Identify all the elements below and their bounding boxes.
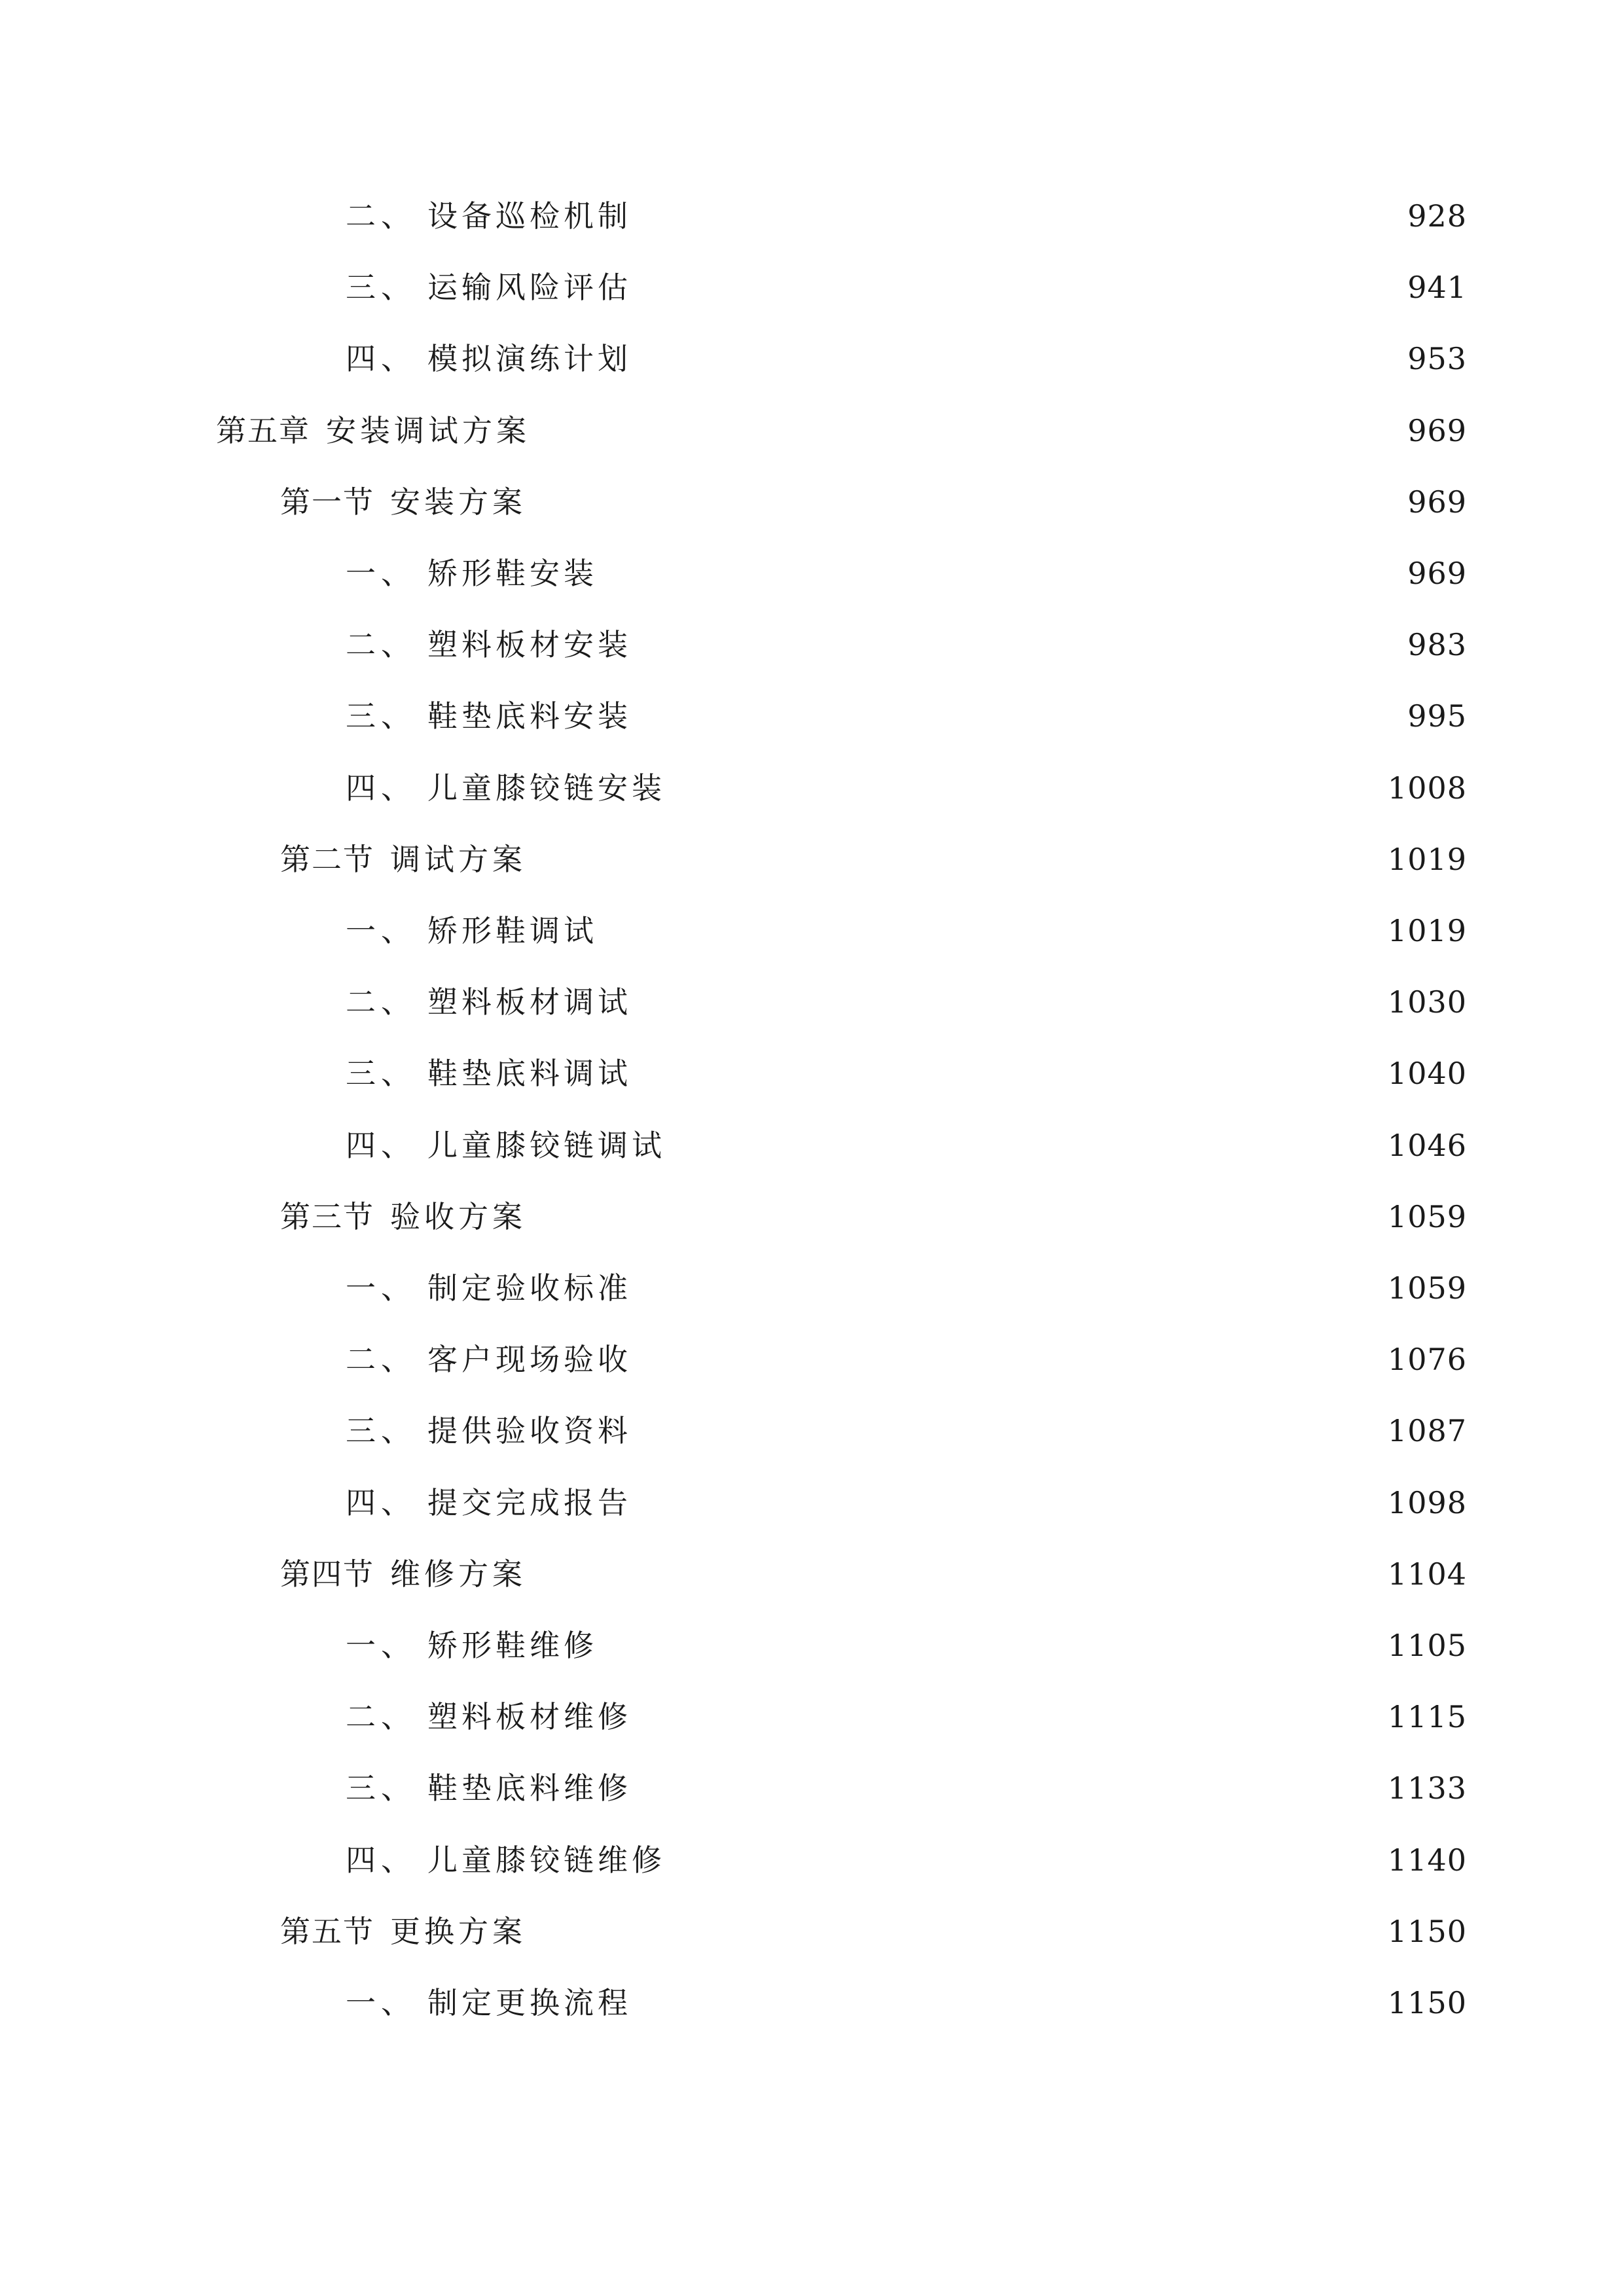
dot-leader — [640, 1773, 1379, 1803]
toc-entry-page-number: 1087 — [1387, 1413, 1467, 1448]
dot-leader — [640, 987, 1379, 1017]
dot-leader — [640, 201, 1398, 231]
toc-entry-number: 第一节 — [280, 484, 374, 520]
dot-leader — [605, 916, 1379, 946]
toc-entry-number: 二、 — [346, 1699, 416, 1734]
toc-entry-page-number: 1040 — [1387, 1056, 1467, 1091]
dot-leader — [538, 416, 1398, 446]
toc-entry-page-number: 1076 — [1387, 1342, 1467, 1377]
toc-entry-item — [346, 1824, 1467, 1896]
toc-entry-number: 三、 — [346, 1056, 416, 1091]
toc-entry-number: 第五章 — [216, 413, 310, 448]
toc-entry-number: 二、 — [346, 1342, 416, 1377]
toc-entry-page-number: 1030 — [1387, 984, 1467, 1020]
dot-leader — [640, 1344, 1379, 1374]
toc-entry-item — [346, 1323, 1467, 1395]
toc-entry-page-number: 1019 — [1387, 913, 1467, 948]
toc-entry-page-number: 1115 — [1387, 1699, 1467, 1734]
dot-leader — [534, 1202, 1379, 1232]
dot-leader — [640, 1416, 1379, 1446]
dot-leader — [674, 1130, 1379, 1160]
toc-entry-number: 三、 — [346, 1413, 416, 1448]
toc-entry-page-number: 969 — [1407, 484, 1467, 520]
toc-entry-section — [280, 1181, 1467, 1253]
dot-leader — [674, 773, 1379, 803]
toc-entry-number: 二、 — [346, 984, 416, 1020]
toc-entry-page-number: 953 — [1407, 341, 1467, 376]
toc-entry-number: 三、 — [346, 270, 416, 305]
toc-entry-number: 一、 — [346, 1628, 416, 1663]
dot-leader — [534, 487, 1398, 517]
toc-entry-section — [280, 466, 1467, 538]
dot-leader — [640, 1488, 1379, 1518]
toc-entry-item — [346, 609, 1467, 681]
toc-entry-title: 安装方案 — [390, 484, 526, 520]
toc-entry-title: 矫形鞋维修 — [427, 1628, 598, 1663]
toc-entry-page-number: 1008 — [1387, 770, 1467, 806]
toc-entry-page-number: 969 — [1407, 413, 1467, 448]
toc-entry-title: 儿童膝铰链安装 — [427, 770, 666, 806]
toc-entry-item — [346, 323, 1467, 395]
toc-entry-number: 一、 — [346, 913, 416, 948]
toc-entry-number: 四、 — [346, 1842, 416, 1878]
toc-entry-item — [346, 1109, 1467, 1181]
dot-leader — [640, 1702, 1379, 1732]
toc-entry-item — [346, 1467, 1467, 1539]
dot-leader — [640, 272, 1398, 302]
toc-entry-item — [346, 537, 1467, 609]
toc-entry-number: 四、 — [346, 341, 416, 376]
toc-entry-title: 提供验收资料 — [427, 1413, 632, 1448]
toc-entry-title: 矫形鞋调试 — [427, 913, 598, 948]
dot-leader — [534, 844, 1379, 874]
toc-entry-chapter — [216, 395, 1467, 467]
toc-entry-page-number: 995 — [1407, 698, 1467, 734]
toc-entry-title: 安装调试方案 — [326, 413, 530, 448]
toc-entry-page-number: 1140 — [1387, 1842, 1467, 1878]
toc-entry-page-number: 941 — [1407, 270, 1467, 305]
toc-entry-title: 儿童膝铰链调试 — [427, 1128, 666, 1163]
dot-leader — [534, 1559, 1379, 1589]
toc-entry-item — [346, 1752, 1467, 1824]
toc-entry-number: 三、 — [346, 698, 416, 734]
toc-entry-title: 塑料板材安装 — [427, 627, 632, 662]
toc-entry-item — [346, 1609, 1467, 1681]
dot-leader — [605, 558, 1398, 588]
toc-entry-page-number: 1046 — [1387, 1128, 1467, 1163]
toc-entry-item — [346, 1395, 1467, 1467]
toc-entry-title: 塑料板材调试 — [427, 984, 632, 1020]
toc-entry-item — [346, 966, 1467, 1038]
toc-entry-page-number: 1059 — [1387, 1199, 1467, 1234]
toc-entry-item — [346, 180, 1467, 252]
toc-entry-item — [346, 1681, 1467, 1753]
toc-entry-page-number: 928 — [1407, 198, 1467, 234]
toc-entry-page-number: 1150 — [1387, 1985, 1467, 2020]
toc-entry-title: 设备巡检机制 — [427, 198, 632, 234]
toc-entry-page-number: 969 — [1407, 556, 1467, 591]
toc-entry-title: 客户现场验收 — [427, 1342, 632, 1377]
toc-entry-page-number: 1150 — [1387, 1914, 1467, 1949]
dot-leader — [640, 344, 1398, 374]
toc-entry-number: 第五节 — [280, 1914, 374, 1949]
toc-entry-title: 矫形鞋安装 — [427, 556, 598, 591]
toc-entry-number: 四、 — [346, 770, 416, 806]
toc-entry-number: 第四节 — [280, 1556, 374, 1592]
dot-leader — [640, 701, 1398, 731]
toc-entry-title: 运输风险评估 — [427, 270, 632, 305]
toc-entry-page-number: 1104 — [1387, 1556, 1467, 1592]
toc-entry-number: 四、 — [346, 1485, 416, 1520]
toc-entry-item — [346, 1252, 1467, 1324]
dot-leader — [640, 1058, 1379, 1088]
dot-leader — [640, 1988, 1379, 2018]
toc-entry-title: 维修方案 — [390, 1556, 526, 1592]
toc-entry-title: 鞋垫底料安装 — [427, 698, 632, 734]
toc-entry-number: 一、 — [346, 1270, 416, 1306]
dot-leader — [640, 630, 1398, 660]
toc-entry-section — [280, 823, 1467, 895]
toc-entry-number: 三、 — [346, 1770, 416, 1806]
toc-entry-number: 二、 — [346, 198, 416, 234]
toc-entry-title: 制定验收标准 — [427, 1270, 632, 1306]
toc-entry-page-number: 1105 — [1387, 1628, 1467, 1663]
toc-entry-page-number: 1019 — [1387, 842, 1467, 877]
toc-entry-item — [346, 895, 1467, 967]
toc-entry-page-number: 1133 — [1387, 1770, 1467, 1806]
toc-entry-page-number: 1098 — [1387, 1485, 1467, 1520]
toc-entry-number: 一、 — [346, 556, 416, 591]
toc-entry-item — [346, 680, 1467, 752]
dot-leader — [640, 1273, 1379, 1303]
toc-entry-title: 鞋垫底料调试 — [427, 1056, 632, 1091]
dot-leader — [605, 1630, 1379, 1660]
dot-leader — [674, 1845, 1379, 1875]
toc-entry-item — [346, 752, 1467, 824]
toc-entry-title: 验收方案 — [390, 1199, 526, 1234]
toc-entry-title: 儿童膝铰链维修 — [427, 1842, 666, 1878]
toc-entry-title: 制定更换流程 — [427, 1985, 632, 2020]
toc-entry-title: 提交完成报告 — [427, 1485, 632, 1520]
toc-entry-page-number: 983 — [1407, 627, 1467, 662]
toc-entry-title: 调试方案 — [390, 842, 526, 877]
toc-entry-item — [346, 251, 1467, 323]
toc-entry-number: 二、 — [346, 627, 416, 662]
toc-entry-number: 第三节 — [280, 1199, 374, 1234]
toc-entry-title: 更换方案 — [390, 1914, 526, 1949]
toc-entry-item — [346, 1967, 1467, 2039]
toc-entry-item — [346, 1037, 1467, 1109]
toc-entry-title: 塑料板材维修 — [427, 1699, 632, 1734]
toc-entry-number: 第二节 — [280, 842, 374, 877]
toc-entry-section — [280, 1538, 1467, 1610]
toc-entry-title: 鞋垫底料维修 — [427, 1770, 632, 1806]
toc-entry-title: 模拟演练计划 — [427, 341, 632, 376]
toc-entry-page-number: 1059 — [1387, 1270, 1467, 1306]
toc-entry-number: 四、 — [346, 1128, 416, 1163]
toc-entry-number: 一、 — [346, 1985, 416, 2020]
toc-entry-section — [280, 1895, 1467, 1967]
dot-leader — [534, 1916, 1379, 1946]
